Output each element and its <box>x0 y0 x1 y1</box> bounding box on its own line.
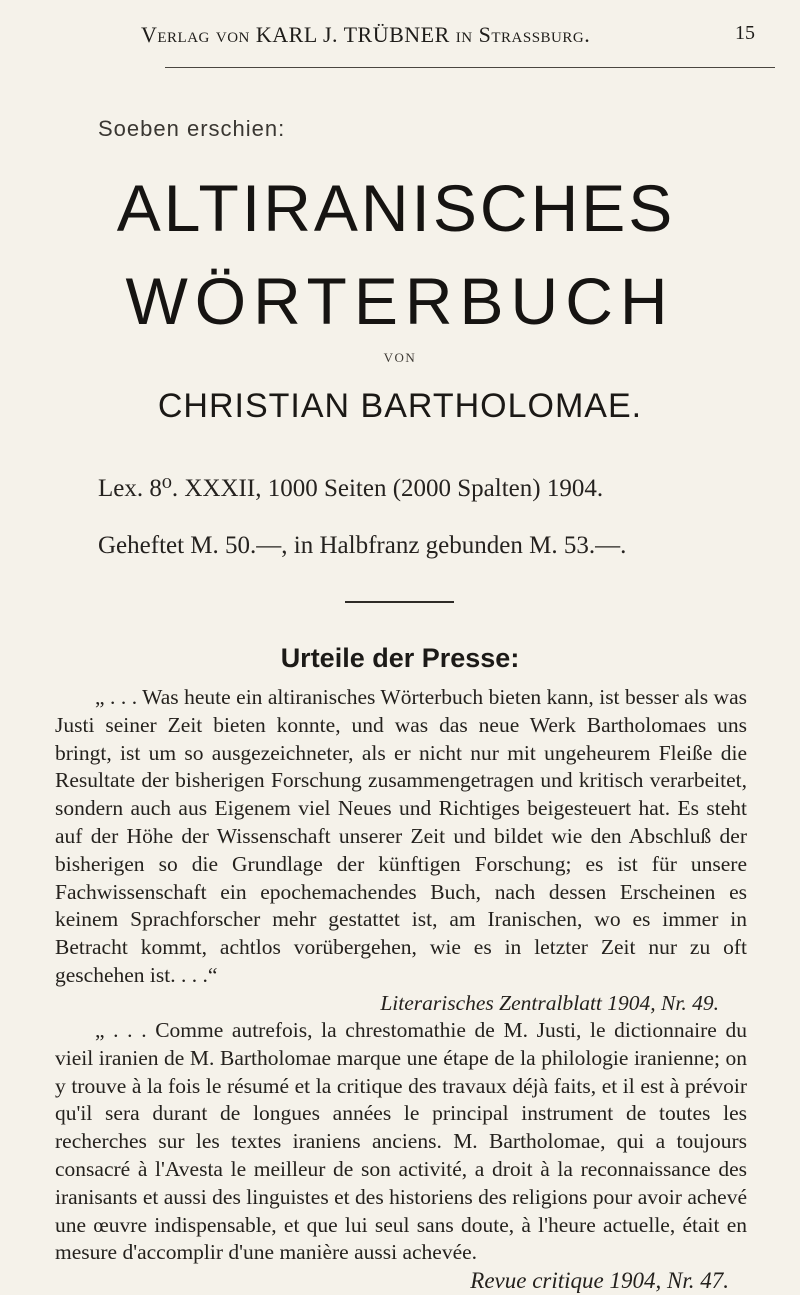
header-rule <box>165 67 775 68</box>
page-number: 15 <box>735 22 755 44</box>
by-line: VON <box>383 350 417 365</box>
section-divider <box>345 601 454 603</box>
press-heading: Urteile der Presse: <box>280 643 520 673</box>
book-title-line-2: WÖRTERBUCH <box>125 264 675 338</box>
price-details: Geheftet M. 50.—, in Halbfranz gebunden M. 53.—. <box>98 532 627 559</box>
press-review <box>55 684 747 1018</box>
announcement: Soeben erschien: <box>98 116 286 141</box>
author-name: CHRISTIAN BARTHOLOMAE. <box>157 387 643 425</box>
review-source: Revue critique 1904, Nr. 47. <box>470 1268 729 1294</box>
running-header <box>141 22 781 62</box>
bibliographic-details: Lex. 8⁰. XXXII, 1000 Seiten (2000 Spalten) 1904. <box>98 475 604 502</box>
publisher-line: Verlag von KARL J. TRÜBNER in Strassburg. <box>141 22 591 47</box>
press-review <box>55 1017 747 1295</box>
review-quote: „ . . . Comme autrefois, la chrestomathie de M. Justi, le dictionnaire du vieil iranien de M. Bartholomae marque une étape de la philologie iranienne; on y trouve à la fois le résumé et la critique des travaux déjà faits, et il est à prévoir qu'il sera durant de longues années le principal instrument de toutes les recherches sur les textes iraniens anciens. M. Bartholomae, qui a toujours consacré à l'Avesta le meilleur de son activité, a droit à la reconnaissance des iranisants et aussi des linguistes et des historiens des religions pour avoir achevé une œuvre indispensable, et que lui seul sans doute, à l'heure actuelle, était en mesure d'accomplir d'une manière aussi achevée. <box>55 1018 747 1265</box>
review-quote: „ . . . Was heute ein altiranisches Wörterbuch bieten kann, ist besser als was Justi seiner Zeit bieten konnte, und was das neue Werk Bartholomaes uns bringt, ist um so ausgezeichneter, als er nicht nur mit ungeheurem Fleiße die Resultate der bisherigen Forschung zusammengetragen und kritisch verarbeitet, sondern auch aus Eigenem viel Neues und Richtiges beigesteuert hat. Es steht auf der Höhe der Wissenschaft unserer Zeit und bildet wie den Abschluß der bisherigen so die Grundlage der künftigen Forschung; es ist für unsere Fachwissenschaft ein epochemachendes Buch, nach dessen Erscheinen es keinem Sprachforscher mehr gestattet ist, am Iranischen, wo es immer in Betracht kommt, achtlos vorübergehen, wie es in letzter Zeit nur zu oft geschehen ist. . . .“ <box>55 685 747 987</box>
book-title-line-1: ALTIRANISCHES <box>116 171 676 245</box>
review-source: Literarisches Zentralblatt 1904, Nr. 49. <box>380 990 719 1015</box>
